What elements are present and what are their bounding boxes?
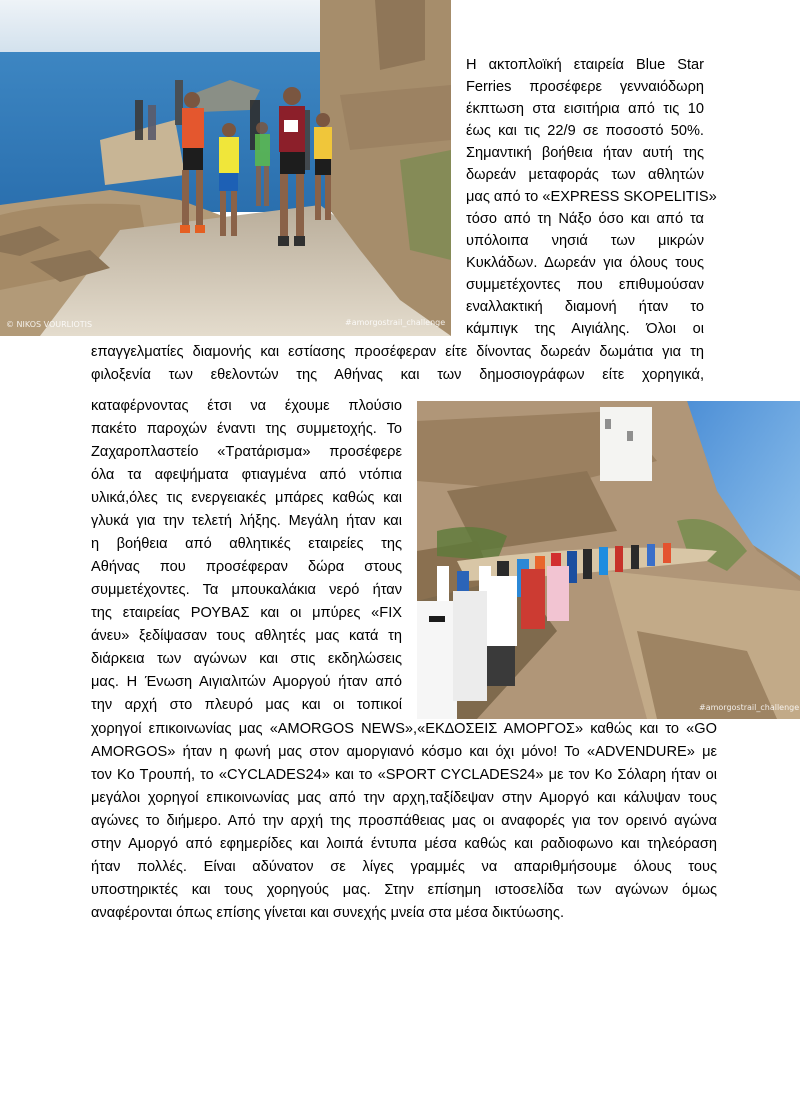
text-line: υλικά,όλες τις ενεργειακές μπάρες καθώς και: [91, 490, 402, 506]
text-line: συμμετέχοντες που επιθυμούσαν: [466, 277, 704, 293]
text-line: την αρχή στο πλευρό μας και οι τοπικοί: [91, 697, 402, 713]
cliff-trail-photo: [417, 401, 800, 719]
text-line: επαγγελματίες διαμονής και εστίασης προσέφεραν είτε δίνοντας δωρεάν δωμάτια για τη: [91, 344, 704, 360]
text-line: φιλοξενία των εθελοντών της Αθήνας και των δημοσιογράφων είτε χορηγικά,: [91, 367, 704, 383]
text-line: AMORGOS» ήταν η φωνή μας στον αμοργιανό κόσμο και όχι μόνο! Το «ADVENDURE» με: [91, 744, 717, 760]
text-line: δωρεάν μεταφοράς των αθλητών: [466, 167, 704, 183]
text-line: εναλλακτική διαμονή ήταν το: [466, 299, 704, 315]
text-line: Ζαχαροπλαστείο «Τρατάρισμα» προσέφερε: [91, 444, 402, 460]
text-line: τον Κο Τρουπή, το «CYCLADES24» και το «SPORT CYCLADES24» με τον Κο Σόλαρη ήταν οι: [91, 767, 717, 783]
text-line: όλα τα αφεψήματα φτιαγμένα από ντόπια: [91, 467, 402, 483]
text-line: υπόλοιπα νησιά των μικρών: [466, 233, 704, 249]
text-line: αγώνες το διήμερο. Από την αρχή της προσπάθειας μας οι αναφορές για τον ορεινό αγώνα: [91, 813, 717, 829]
text-line: ήταν πολλές. Είναι αδύνατον σε λίγες γραμμές να απαριθμήσουμε όλους τους: [91, 859, 717, 875]
text-line: Κυκλάδων. Δωρεάν για όλους τους: [466, 255, 704, 271]
text-line: γλυκά για την τελετή λήξης. Μεγάλη ήταν και: [91, 513, 402, 529]
text-line: διάρκεια των αγώνων και στις εκδηλώσεις: [91, 651, 402, 667]
photo-credit: © NIKOS VOURLIOTIS: [6, 320, 93, 329]
text-line: έως και τις 22/9 σε ποσοστό 50%.: [466, 123, 704, 139]
text-line: μεγάλοι χορηγοί επικοινωνίας μας από την αρχη,ταξίδεψαν στην Αμοργό και κάλυψαν τους: [91, 790, 717, 806]
text-line: χορηγοί επικοινωνίας μας «AMORGOS NEWS»,«ΕΚΔΟΣΕΙΣ ΑΜΟΡΓΟΣ» καθώς και το «GO: [91, 721, 717, 737]
text-line: αναφέρονται όπως επίσης γίνεται και συνεχής μνεία στα μέσα δικτύωσης.: [91, 905, 564, 921]
text-line: άνευ» ξεδίψασαν τους αθλητές μας κατά τη: [91, 628, 402, 644]
text-line: Ferries προσέφερε γενναιόδωρη: [466, 79, 704, 95]
text-line: στην Αμοργό από εφημερίδες και λοιπά έντυπα μέσα καθώς και ραδιοφωνο και τηλεόραση: [91, 836, 717, 852]
text-line: μας. Η Ένωση Αιγιαλιτών Αμοργού ήταν από: [91, 674, 402, 690]
text-line: Αθήνας που προσέφεραν δώρα στους: [91, 559, 402, 575]
text-line: καταφέρνοντας έτσι να έχουμε πλούσιο: [91, 398, 402, 414]
text-line: υποστηρικτές και τους χορηγούς μας. Στην επίσημη ιστοσελίδα των αγώνων όμως: [91, 882, 717, 898]
photo-hashtag: #amorgostrail_challenge: [345, 318, 446, 327]
text-line: πακέτο παροχών έναντι της συμμετοχής. Το: [91, 421, 402, 437]
trail-runners-photo: [0, 0, 451, 336]
text-line: τόσο από τη Νάξο όσο και από τα: [466, 211, 704, 227]
text-line: έκπτωση στα εισιτήρια από τις 10: [466, 101, 704, 117]
text-line: μας από το «EXPRESS SKOPELITIS»: [466, 189, 717, 205]
text-line: η βοήθεια από αθλητικές εταιρείες της: [91, 536, 402, 552]
text-line: κάμπιγκ της Αιγιάλης. Όλοι οι: [466, 321, 704, 337]
text-line: Σημαντική βοήθεια ήταν αυτή της: [466, 145, 704, 161]
photo-hashtag: #amorgostrail_challenge: [699, 703, 800, 712]
text-line: συμμετέχοντες. Τα μπουκαλάκια νερό ήταν: [91, 582, 402, 598]
text-line: της εταιρείας ΡΟΥΒΑΣ και οι μπύρες «FIX: [91, 605, 402, 621]
text-line: Η ακτοπλοϊκή εταιρεία Blue Star: [466, 57, 704, 73]
